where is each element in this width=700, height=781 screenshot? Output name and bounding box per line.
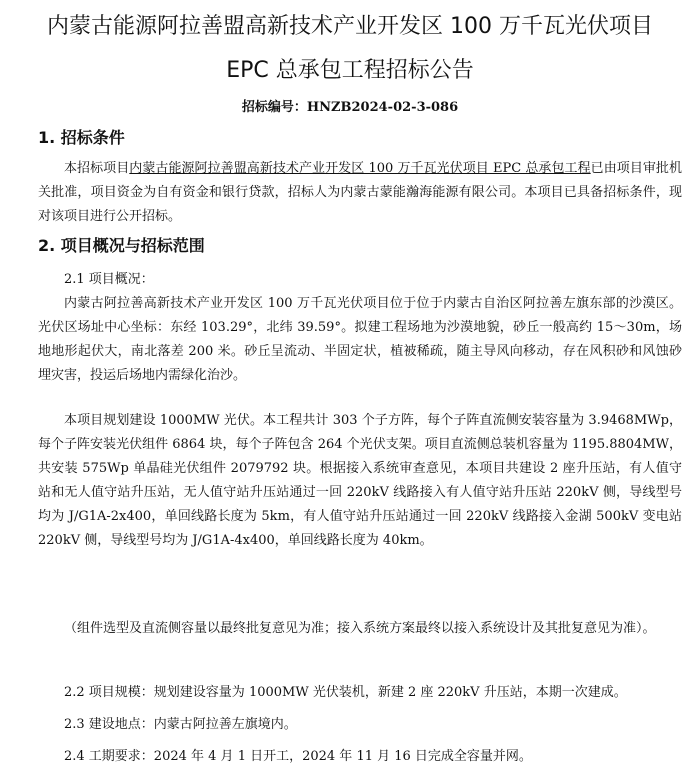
section-1-heading: 1. 招标条件 [38, 128, 125, 147]
project-name-underlined: 内蒙古能源阿拉善盟高新技术产业开发区 100 万千瓦光伏项目 EPC 总承包工程 [129, 161, 591, 176]
section-1-pre: 本招标项目 [64, 161, 130, 176]
subsection-2-2: 2.2 项目规模：规划建设容量为 1000MW 光伏装机，新建 2 座 220kV 升压站，本期一次建成。 [64, 685, 627, 700]
title-line-2: EPC 总承包工程招标公告 [226, 58, 474, 83]
title-line-1: 内蒙古能源阿拉善盟高新技术产业开发区 100 万千瓦光伏项目 [47, 14, 653, 39]
tender-code-value: HNZB2024-02-3-086 [306, 100, 459, 115]
section-1-paragraph [38, 157, 682, 229]
plan-paragraph: 本项目规划建设 1000MW 光伏。本工程共计 303 个子方阵，每个子阵直流侧安装容量为 3.9468MWp，每个子阵安装光伏组件 6864 块，每个子阵包含 264 个光伏支架。项目直流侧总装机容量为 1195.8804MW，共安装 575Wp 单晶硅光伏组件 2079792 块。根据接入系统审查意见，本项目共建设 2 座升压站，有人值守站和无人值守站升压站，无人值守站升压站通过一回 220kV 线路接入有人值守站升压站 220kV 侧，导线型号均为 J/G1A-2x400，单回线路长度为 5km，有人值守站升压站通过一回 220kV 线路接入金湖 500kV 变电站 220kV 侧，导线型号均为 J/G1A-4x400，单回线路长度为 40km。 [38, 413, 682, 548]
tender-code-label: 招标编号： [241, 100, 307, 115]
subsection-2-1-label: 2.1 项目概况： [64, 272, 154, 287]
overview-paragraph: 内蒙古阿拉善高新技术产业开发区 100 万千瓦光伏项目位于位于内蒙古自治区阿拉善左旗东部的沙漠区。光伏区场址中心坐标：东经 103.29°，北纬 39.59°。拟建工程场地为沙漠地貌，砂丘一般高约 15～30m，场地地形起伏大，南北落差 200 米。砂丘呈流动、半固定状，植被稀疏，随主导风向移动，存在风积砂和风蚀砂埋灾害，投运后场地内需绿化治沙。 [38, 296, 682, 383]
section-1-post: 已由项目审批机关批准，项目资金为自有资金和银行贷款，招标人为内蒙古蒙能瀚海能源有限公司。本项目已具备招标条件，现对该项目进行公开招标。 [38, 161, 682, 224]
subsection-2-4: 2.4 工期要求：2024 年 4 月 1 日开工，2024 年 11 月 16 日完成全容量并网。 [64, 749, 532, 764]
note-paragraph: （组件选型及直流侧容量以最终批复意见为准；接入系统方案最终以接入系统设计及其批复意见为准）。 [64, 621, 656, 636]
section-2-heading: 2. 项目概况与招标范围 [38, 236, 205, 255]
tender-code [0, 96, 700, 115]
subsection-2-3: 2.3 建设地点：内蒙古阿拉善左旗境内。 [64, 717, 297, 732]
